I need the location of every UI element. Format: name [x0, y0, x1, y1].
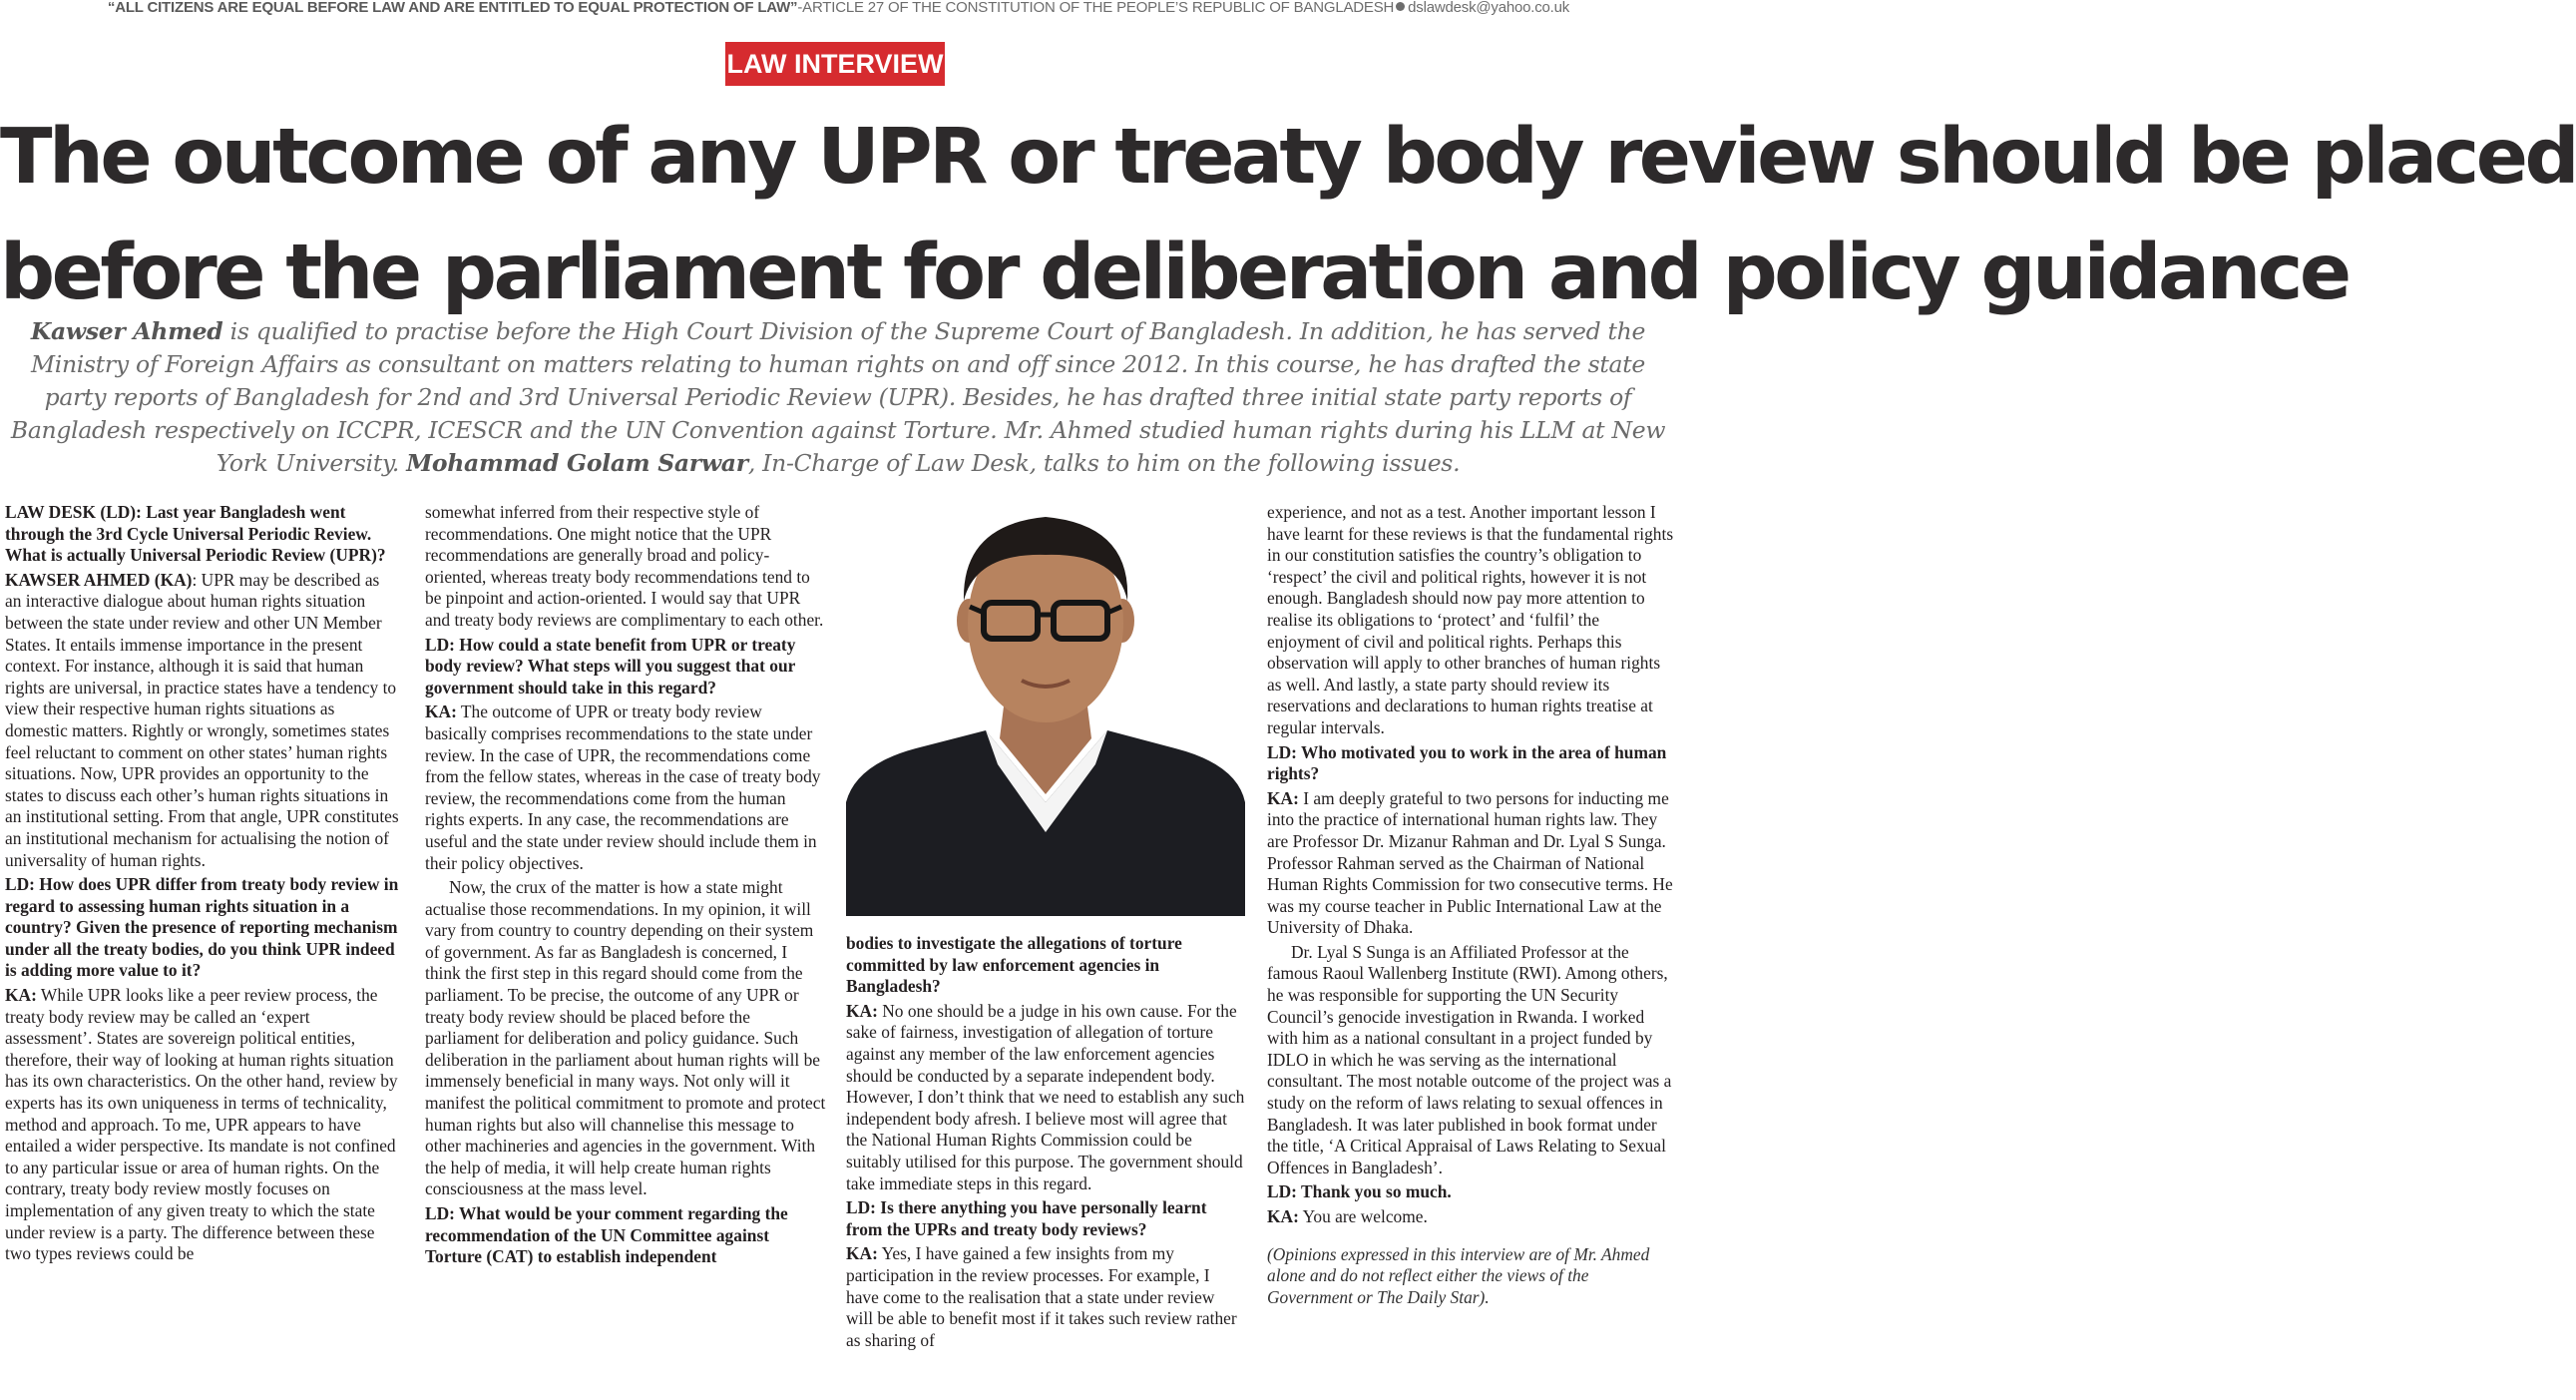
answer-3-paragraph-2: Now, the crux of the matter is how a state might actualise those recommendations. In my opinion, it will vary from country to country depending on their system of government. As far as Bangladesh is concerned, I think the first step in this regard should come from the parliament. To be precise, the outcome of any UPR or treaty body review should be placed before the parliament for deliberation and policy guidance. Such deliberation in the parliament about human rights will be immensely beneficial in many ways. Not only will it manifest the political commitment to promote and protect human rights but also will channelise this message to other machineries and agencies in the government. With the help of media, it will help create human rights consciousness at the mass level.	[425, 877, 826, 1199]
answer-5-continued: experience, and not as a test. Another important lesson I have learnt for these reviews is that the fundamental rights in our constitution satisfies the country’s obligation to ‘respect’ the civil and political rights, however it is not enough. Bangladesh should now pay more attention to realise its obligations to ‘protect’ and ‘fulfil’ the enjoyment of civil and political rights. Perhaps this observation will apply to other branches of human rights as well. And lastly, a state party should review its reservations and declarations to human rights treatise at regular intervals.	[1267, 502, 1674, 737]
answer-text: The outcome of UPR or treaty body review basically comprises recommendations to the state under review. In the case of UPR, the recommendations come from the fellow states, whereas in the case of treaty body review, the recommendations come from the human rights experts. In any case, the recommendations are useful and the state under review should include them in their policy objectives.	[425, 701, 821, 873]
article-column-2	[425, 502, 826, 1271]
section-tag: LAW INTERVIEW	[725, 42, 945, 86]
answer-label: KA:	[846, 1000, 878, 1021]
article-column-1	[5, 502, 400, 1268]
headline	[0, 100, 2576, 331]
interviewer-name: Mohammad Golam Sarwar	[406, 449, 748, 477]
answer-5	[846, 1243, 1245, 1351]
answer-label: KAWSER AHMED (KA)	[5, 569, 193, 590]
answer-2-continued: somewhat inferred from their respective style of recommendations. One might notice that the UPR recommendations are generally broad and policy-oriented, whereas treaty body recommendations tend to be pinpoint and action-oriented. I would say that UPR and treaty body reviews are complimentary to each other.	[425, 502, 824, 630]
question-4: LD: What would be your comment regarding the recommendation of the UN Committee against Torture (CAT) to establish independent	[425, 1203, 788, 1267]
standfirst-text-1: is qualified to practise before the High Court Division of the Supreme Court of Bangladesh. In addition, he has served the Ministry of Foreign Affairs as consultant on matters relating to human rights on and off since 2012. In this course, he has drafted the state party reports of Bangladesh for 2nd and 3rd Universal Periodic Review (UPR). Besides, he has drafted three initial state party reports of Bangladesh respectively on ICCPR, ICESCR and the UN Convention against Torture. Mr. Ahmed studied human rights during his LLM at New York University.	[10, 317, 1666, 477]
answer-label: KA:	[846, 1243, 878, 1264]
answer-label: KA:	[5, 985, 37, 1006]
answer-6-paragraph-2: Dr. Lyal S Sunga is an Affiliated Professor at the famous Raoul Wallenberg Institute (RWI). Among others, he was responsible for supporting the UN Security Council’s genocide investigation in Rwanda. I worked with him as a national consultant in a project funded by IDLO in which he was serving as the international consultant. The most notable outcome of the project was a study on the reform of laws relating to sexual offences in Bangladesh. It was later published in book format under the title, ‘A Critical Appraisal of Laws Relating to Sexual Offences in Bangladesh’.	[1267, 941, 1672, 1177]
answer-text: While UPR looks like a peer review process, the treaty body review may be called an ‘expert assessment’. States are sovereign political entities, therefore, their way of looking at human rights situation has its own characteristics. On the other hand, review by experts has its own uniqueness in terms of technicality, method and approach. To me, UPR appears to have entailed a wider perspective. Its mandate is not confined to any particular issue or area of human rights. On the contrary, treaty body review mostly focuses on implementation of any given treaty to which the state under review is a party. The difference between these two types reviews could be	[5, 985, 398, 1264]
answer-text: : UPR may be described as an interactive dialogue about human rights situation between the state under review and other UN Member States. It entails immense importance in the present context. For instance, although it is said that human rights are universal, in practice states have a tendency to view their respective human rights situations as domestic matters. Rightly or wrongly, sometimes states feel reluctant to comment on other states’ human rights situations. Now, UPR provides an opportunity to the states to discuss each other’s human rights situations in an institutional setting. From that angle, UPR constitutes an institutional mechanism for actualising the notion of universality of human rights.	[5, 569, 399, 870]
article-column-4	[1267, 502, 1674, 1311]
answer-label: KA:	[1267, 1206, 1299, 1226]
interviewee-photo	[846, 503, 1245, 916]
answer-3	[425, 701, 826, 874]
answer-text: I am deeply grateful to two persons for inducting me into the practice of international human rights law. They are Professor Dr. Mizanur Rahman and Dr. Lyal S Sunga. Professor Rahman served as the Chairman of National Human Rights Commission for two consecutive terms. He was my course teacher in Public International Law at the University of Dhaka.	[1267, 787, 1673, 938]
article-column-3	[846, 933, 1245, 1354]
question-1: LAW DESK (LD): Last year Bangladesh went through the 3rd Cycle Universal Periodic Review. What is actually Universal Periodic Review (UPR)?	[5, 502, 386, 566]
answer-text: Yes, I have gained a few insights from my participation in the review processes. For example, I have come to the realisation that a state under review will be able to benefit most if it takes such review rather as sharing of	[846, 1243, 1237, 1350]
question-5: LD: Is there anything you have personally learnt from the UPRs and treaty body reviews?	[846, 1197, 1207, 1239]
interviewee-name: Kawser Ahmed	[30, 317, 223, 345]
question-6: LD: Who motivated you to work in the area of human rights?	[1267, 741, 1667, 784]
standfirst-text-2: , In-Charge of Law Desk, talks to him on the following issues.	[747, 449, 1461, 477]
question-7: LD: Thank you so much.	[1267, 1181, 1452, 1202]
headline-line-1: The outcome of any UPR or treaty body review should be placed	[0, 113, 2576, 202]
answer-text: You are welcome.	[1298, 1206, 1428, 1226]
quote-source: -ARTICLE 27 OF THE CONSTITUTION OF THE PEOPLE’S REPUBLIC OF BANGLADESH	[797, 0, 1395, 16]
answer-7	[1267, 1206, 1674, 1228]
disclaimer: (Opinions expressed in this interview are of Mr. Ahmed alone and do not reflect either the views of the Government or The Daily Star).	[1267, 1243, 1650, 1307]
bullet-icon	[1396, 2, 1405, 11]
answer-1	[5, 570, 400, 871]
question-3: LD: How could a state benefit from UPR or treaty body review? What steps will you suggest that our government should take in this regard?	[425, 634, 796, 698]
question-2: LD: How does UPR differ from treaty body review in regard to assessing human rights situation in a country? Given the presence of reporting mechanism under all the treaty bodies, do you think UPR indeed is adding more value to it?	[5, 874, 399, 981]
contact-email[interactable]: dslawdesk@yahoo.co.uk	[1408, 0, 1570, 16]
headline-line-2: before the parliament for deliberation and policy guidance	[0, 229, 2349, 317]
answer-label: KA:	[425, 701, 457, 722]
answer-label: KA:	[1267, 787, 1299, 808]
portrait-image	[846, 503, 1245, 916]
answer-2	[5, 985, 400, 1265]
standfirst	[4, 315, 1672, 480]
answer-6	[1267, 788, 1674, 939]
answer-4	[846, 1001, 1245, 1194]
question-4-continued: bodies to investigate the allegations of torture committed by law enforcement agencies in Bangladesh?	[846, 933, 1182, 997]
answer-text: No one should be a judge in his own cause. For the sake of fairness, investigation of allegation of torture against any member of the law enforcement agencies should be conducted by a separate independent body. However, I don’t think that we need to establish any such independent body afresh. I believe most will agree that the National Human Rights Commission could be suitably utilised for this purpose. The government should take immediate steps in this regard.	[846, 1000, 1245, 1193]
constitution-quote: “ALL CITIZENS ARE EQUAL BEFORE LAW AND ARE ENTITLED TO EQUAL PROTECTION OF LAW”	[107, 0, 798, 16]
masthead-tagline	[0, 0, 1677, 16]
